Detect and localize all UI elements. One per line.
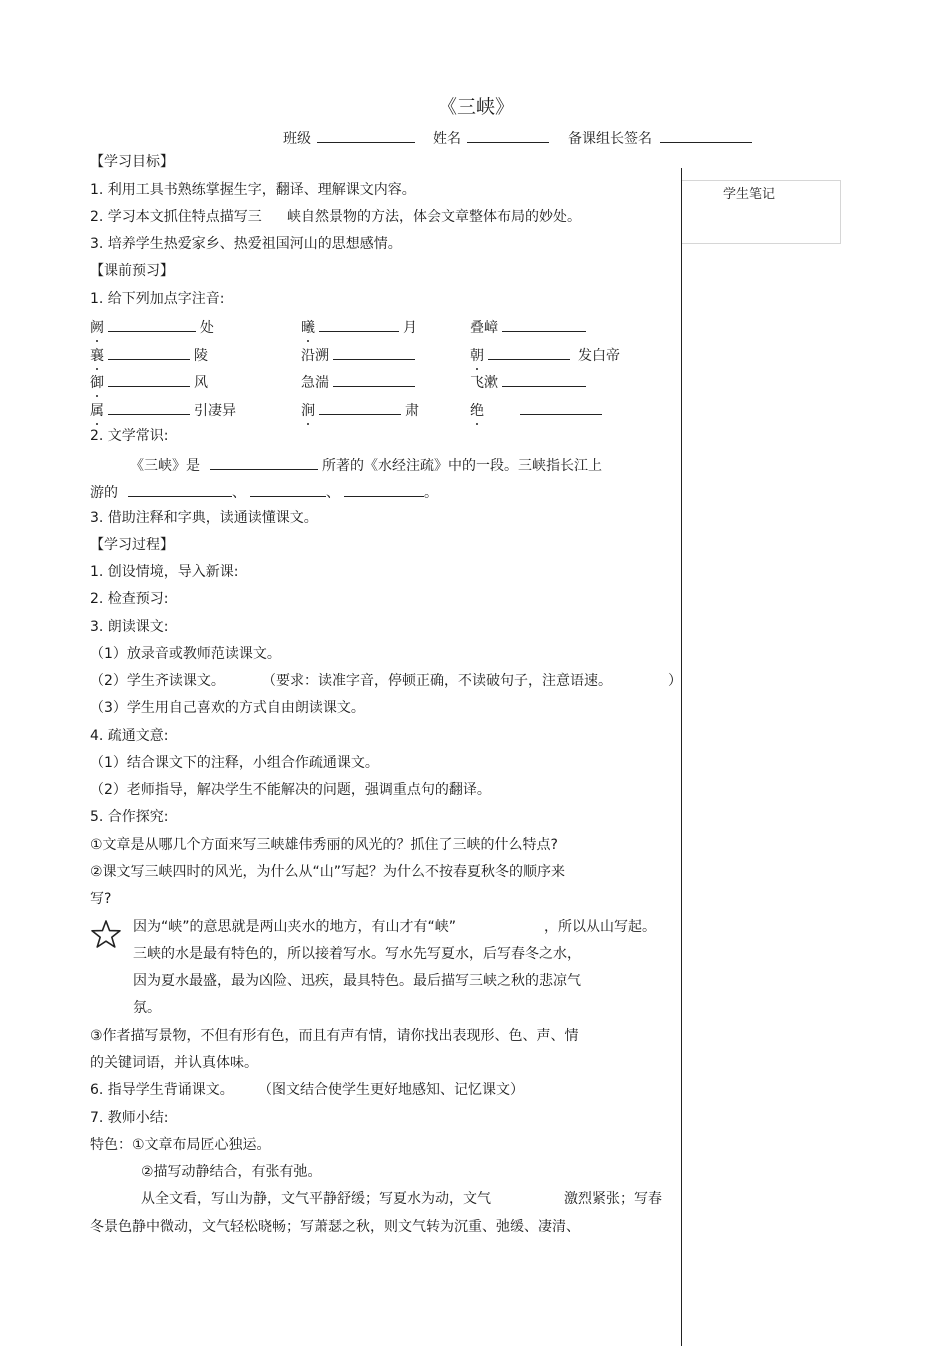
pinyin-item	[470, 345, 620, 365]
separator: 、	[232, 485, 246, 501]
preview-q1: 1. 给下列加点字注音:	[90, 291, 225, 307]
pinyin-item	[470, 400, 602, 420]
process-line: ②课文写三峡四时的风光，为什么从“山”写起？为什么不按春夏秋冬的顺序来	[90, 864, 566, 880]
process-line: 2. 检查预习:	[90, 591, 169, 607]
dotted-char: 曦	[301, 320, 315, 336]
char-suffix: 月	[403, 320, 417, 336]
process-line: （2）老师指导，解决学生不能解决的问题，强调重点句的翻译。	[90, 782, 491, 798]
char-suffix: 肃	[405, 403, 419, 419]
gorge-blank[interactable]	[250, 482, 326, 497]
process-line: ②描写动静结合，有张有弛。	[141, 1164, 322, 1180]
objectives-heading: 【学习目标】	[90, 154, 174, 170]
leader-label: 备课组长签名	[568, 131, 652, 147]
author-blank[interactable]	[210, 455, 318, 470]
lit-text: 游的	[90, 485, 118, 501]
pinyin-blank[interactable]	[333, 372, 415, 387]
pinyin-item	[90, 317, 214, 337]
dotted-char: 御	[90, 375, 104, 391]
preview-q3: 3. 借助注释和字典，读通读懂课文。	[90, 510, 318, 526]
dotted-word: 沿溯	[301, 348, 329, 364]
pinyin-blank[interactable]	[108, 317, 196, 332]
process-line: （要求：读准字音，停顿正确，不读破句子，注意语速。	[262, 673, 612, 689]
char-suffix: 发白帝	[578, 348, 620, 364]
pinyin-item	[301, 400, 419, 420]
column-divider	[681, 168, 682, 1346]
class-label: 班级	[283, 131, 311, 147]
pinyin-item	[470, 372, 586, 392]
objective-item: 2. 学习本文抓住特点描写三	[90, 209, 262, 225]
pinyin-blank[interactable]	[502, 317, 586, 332]
notes-label: 学生笔记	[723, 187, 776, 202]
process-line: 特色：①文章布局匠心独运。	[90, 1137, 271, 1153]
answer-line: 三峡的水是最有特色的，所以接着写水。写水先写夏水，后写春冬之水，	[133, 946, 581, 962]
process-line: （3）学生用自己喜欢的方式自由朗读课文。	[90, 700, 365, 716]
pinyin-blank[interactable]	[108, 400, 190, 415]
process-line: 3. 朗读课文:	[90, 619, 169, 635]
objective-item: 峡自然景物的方法，体会文章整体布局的妙处。	[287, 209, 581, 225]
gorge-blank[interactable]	[128, 482, 232, 497]
page-title: 《三峡》	[438, 96, 515, 118]
period: 。	[424, 485, 438, 501]
pinyin-blank[interactable]	[502, 372, 586, 387]
process-line: （2）学生齐读课文。	[90, 673, 225, 689]
lit-line-2	[90, 482, 438, 502]
process-line: 6. 指导学生背诵课文。	[90, 1082, 234, 1098]
answer-line: ，所以从山写起。	[544, 919, 656, 935]
process-line: 5. 合作探究:	[90, 809, 169, 825]
pinyin-blank[interactable]	[108, 345, 190, 360]
gorge-blank[interactable]	[344, 482, 424, 497]
class-field[interactable]	[317, 128, 415, 143]
objective-item: 3. 培养学生热爱家乡、热爱祖国河山的思想感情。	[90, 236, 402, 252]
pinyin-blank[interactable]	[108, 372, 190, 387]
dotted-word: 飞漱	[470, 375, 498, 391]
dotted-char: 绝	[470, 403, 484, 419]
process-line: （图文结合使学生更好地感知、记忆课文）	[258, 1082, 524, 1098]
header-name	[433, 128, 549, 148]
name-field[interactable]	[467, 128, 549, 143]
pinyin-blank[interactable]	[488, 345, 570, 360]
pinyin-item	[470, 317, 586, 337]
name-label: 姓名	[433, 131, 461, 147]
process-line: ③作者描写景物，不但有形有色，而且有声有情，请你找出表现形、色、声、情	[90, 1028, 579, 1044]
process-line: 激烈紧张；写春	[564, 1191, 662, 1207]
header-class	[283, 128, 415, 148]
char-suffix: 引凄异	[194, 403, 236, 419]
process-line: ）	[668, 673, 682, 689]
answer-line: 因为夏水最盛，最为凶险、迅疾，最具特色。最后描写三峡之秋的悲凉气	[133, 973, 581, 989]
leader-signature-field[interactable]	[660, 128, 752, 143]
pinyin-item	[90, 372, 208, 392]
dotted-char: 阙	[90, 320, 104, 336]
answer-line: 氛。	[133, 1000, 161, 1016]
lit-text: 所著的《水经注疏》中的一段。三峡指长江上	[322, 458, 602, 474]
lit-line-1	[130, 455, 602, 475]
objective-item: 1. 利用工具书熟练掌握生字，翻译、理解课文内容。	[90, 182, 416, 198]
pinyin-blank[interactable]	[319, 317, 399, 332]
process-line: （1）结合课文下的注释，小组合作疏通课文。	[90, 755, 379, 771]
pinyin-blank[interactable]	[520, 400, 602, 415]
process-line: 的关键词语，并认真体味。	[90, 1055, 258, 1071]
process-line: 冬景色静中微动，文气轻松晓畅；写萧瑟之秋，则文气转为沉重、弛缓、凄清、	[90, 1219, 580, 1235]
pinyin-item	[301, 345, 415, 365]
pinyin-blank[interactable]	[333, 345, 415, 360]
pinyin-item	[90, 400, 236, 420]
dotted-char: 襄	[90, 348, 104, 364]
process-line: 4. 疏通文意:	[90, 728, 169, 744]
dotted-char: 朝	[470, 348, 484, 364]
pinyin-blank[interactable]	[319, 400, 401, 415]
header-leader	[568, 128, 752, 148]
pinyin-item	[301, 372, 415, 392]
pinyin-item	[90, 345, 208, 365]
process-line: （1）放录音或教师范读课文。	[90, 646, 281, 662]
char-suffix: 风	[194, 375, 208, 391]
pinyin-item	[301, 317, 417, 337]
process-line: 从全文看，写山为静，文气平静舒缓；写夏水为动，文气	[141, 1191, 491, 1207]
dotted-char: 涧	[301, 403, 315, 419]
process-heading: 【学习过程】	[90, 537, 174, 553]
star-icon	[90, 919, 122, 949]
process-line: 写?	[90, 891, 112, 907]
process-line: ①文章是从哪几个方面来写三峡雄伟秀丽的风光的？抓住了三峡的什么特点?	[90, 837, 558, 853]
preview-q2: 2. 文学常识:	[90, 428, 169, 444]
dotted-word: 叠嶂	[470, 320, 498, 336]
dotted-char: 属	[90, 403, 104, 419]
separator: 、	[326, 485, 340, 501]
process-line: 1. 创设情境，导入新课:	[90, 564, 239, 580]
lit-text: 《三峡》是	[130, 458, 200, 474]
process-line: 7. 教师小结:	[90, 1110, 169, 1126]
preview-heading: 【课前预习】	[90, 263, 174, 279]
dotted-word: 急湍	[301, 375, 329, 391]
char-suffix: 陵	[194, 348, 208, 364]
answer-line: 因为“峡”的意思就是两山夹水的地方，有山才有“峡”	[133, 919, 457, 935]
char-suffix: 处	[200, 320, 214, 336]
